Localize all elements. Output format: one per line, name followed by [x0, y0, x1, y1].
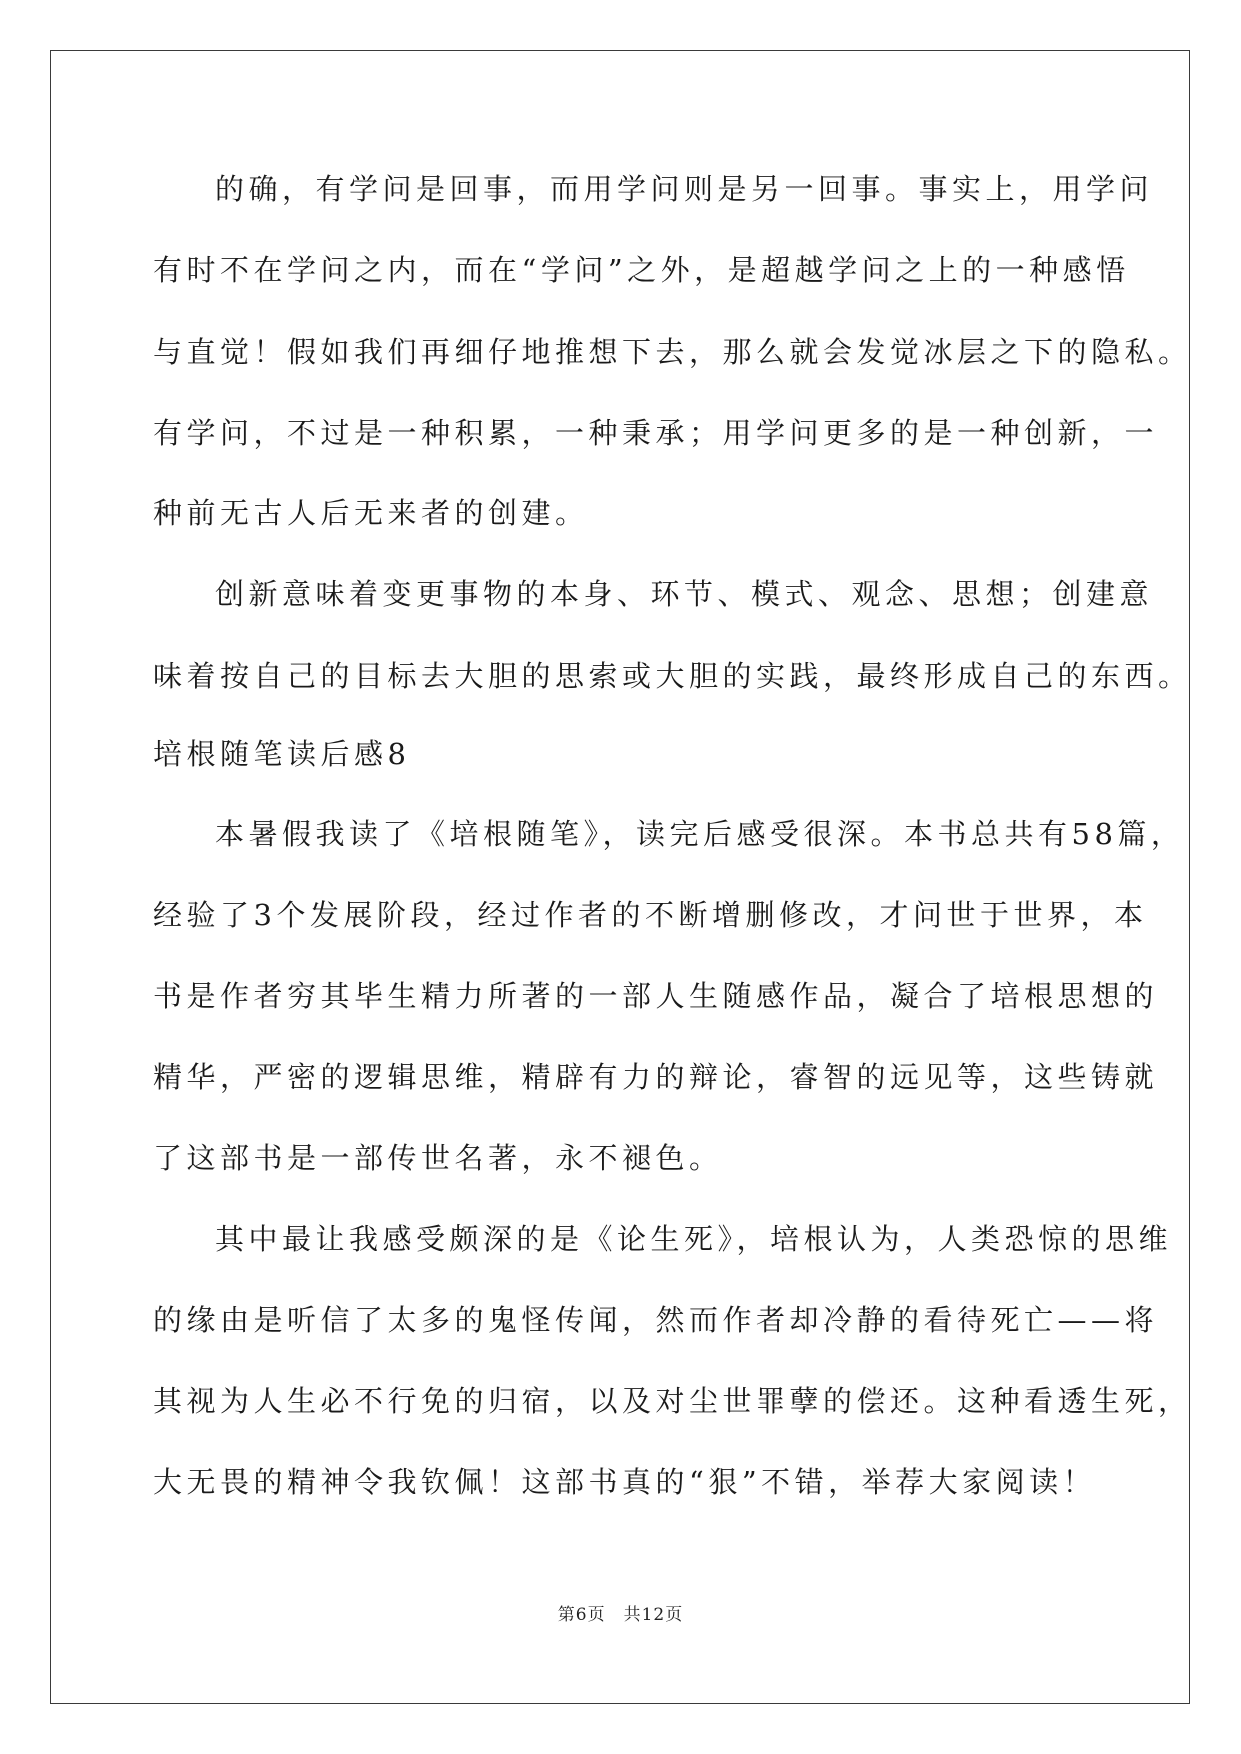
- section-heading: 培根随笔读后感8: [153, 737, 411, 771]
- page-frame: [50, 50, 1190, 1704]
- paragraph-4-line-2: 的缘由是听信了太多的鬼怪传闻，然而作者却冷静的看待死亡——将: [153, 1303, 1159, 1337]
- paragraph-3-line-2: 经验了3个发展阶段，经过作者的不断增删修改，才问世于世界，本: [153, 898, 1148, 932]
- paragraph-2-line-2: 味着按自己的目标去大胆的思索或大胆的实践，最终形成自己的东西。: [153, 659, 1192, 693]
- paragraph-2-line-1: 创新意味着变更事物的本身、环节、模式、观念、思想；创建意: [215, 577, 1154, 611]
- page-footer: [0, 1600, 1241, 1625]
- paragraph-4-line-4: 大无畏的精神令我钦佩！这部书真的“狠”不错，举荐大家阅读！: [153, 1465, 1097, 1499]
- paragraph-1-line-1: 的确，有学问是回事，而用学问则是另一回事。事实上，用学问: [215, 172, 1154, 206]
- paragraph-1-line-4: 有学问，不过是一种积累，一种秉承；用学问更多的是一种创新，一: [153, 416, 1159, 450]
- paragraph-4-line-1: 其中最让我感受颇深的是《论生死》，培根认为，人类恐惊的思维: [215, 1222, 1173, 1256]
- paragraph-1-line-2: 有时不在学问之内，而在“学问”之外，是超越学问之上的一种感悟: [153, 253, 1130, 287]
- paragraph-3-line-5: 了这部书是一部传世名著，永不褪色。: [153, 1141, 723, 1175]
- page-total: 共12页: [623, 1605, 684, 1625]
- paragraph-3-line-3: 书是作者穷其毕生精力所著的一部人生随感作品，凝合了培根思想的: [153, 979, 1159, 1013]
- paragraph-4-line-3: 其视为人生必不行免的归宿，以及对尘世罪孽的偿还。这种看透生死，: [153, 1384, 1192, 1418]
- page-number: 第6页: [557, 1605, 606, 1625]
- paragraph-1-line-3: 与直觉！假如我们再细仔地推想下去，那么就会发觉冰层之下的隐私。: [153, 335, 1192, 369]
- paragraph-3-line-4: 精华，严密的逻辑思维，精辟有力的辩论，睿智的远见等，这些铸就: [153, 1060, 1159, 1094]
- paragraph-1-line-5: 种前无古人后无来者的创建。: [153, 496, 589, 530]
- paragraph-3-line-1: 本暑假我读了《培根随笔》，读完后感受很深。本书总共有58篇，: [215, 817, 1185, 851]
